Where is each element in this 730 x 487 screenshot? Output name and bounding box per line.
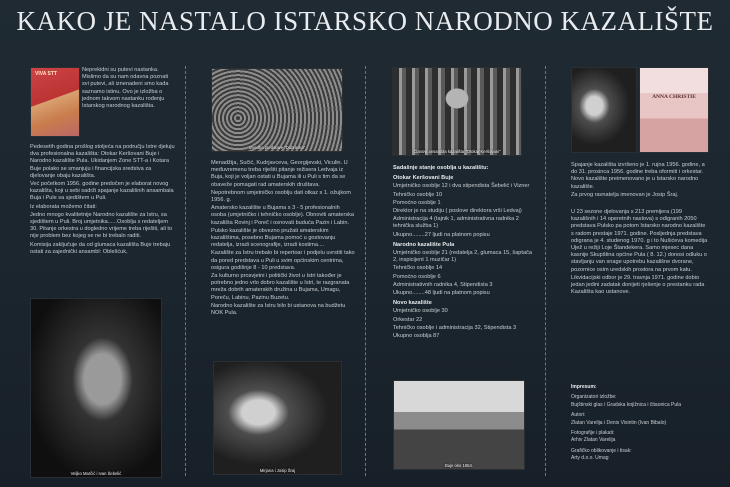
- buje-line: Ukupno........27 ljudi na platnom popisu: [393, 231, 490, 238]
- section-heading: Sadašnje stanje osoblja u kazalištu:: [393, 165, 489, 171]
- viva-stt-poster: [30, 67, 80, 137]
- col1-paragraph: Pedesetih godina prošlog stoljeća na području Istre djeluju dva profesionalna kazališta: Otokar Keršovani Buje i Narodno kazalište Pula. Ukidanjem Zone STT-a i Kotara Buje polako se smanjuju i financijska sredstva za djelovanje obaju kazališta.: [30, 144, 175, 179]
- panel-title: KAKO JE NASTALO ISTARSKO NARODNO KAZALIŠTE: [16, 6, 714, 36]
- photo-caption: Veljko Marčić i Ivan Šebelić: [70, 471, 122, 476]
- ensemble-photo: [392, 67, 522, 156]
- poster-label: VIVA STT: [35, 71, 57, 77]
- performance-photo: [211, 68, 343, 152]
- impressum-title: Impresum:: [571, 384, 597, 390]
- col4-paragraph: Za prvog ravnatelja imenovan je Josip Šraj.: [571, 191, 679, 198]
- impressum-label: Grafičko oblikovanje i tisak:: [571, 447, 632, 454]
- portrait-photo: [213, 361, 342, 475]
- column-divider: [365, 66, 366, 476]
- col1-intro: Neprekidni su putevi nastanka. Mislimo da su nam odavna poznati svi putevi, ali iznenadeni smo kada saznamo istinu. Ovo je izložba o jednom takvom nastanku rođenju Istarskog narodnog kazališta.: [82, 67, 169, 110]
- col2-paragraph: Kazalište za Istru trebalo bi repertoar i podjelu uvrstiti tako da pored predstava u Puli u svim općinskim centrima, osigura godišnje 8 - 10 predstava.: [211, 250, 355, 271]
- novo-line: Tehničko osoblje i administracija 32, Stipendista 3: [393, 324, 517, 331]
- buje-line: Tehničko osoblje 10: [393, 191, 443, 198]
- stage-photo: [30, 298, 162, 478]
- col2-paragraph: Menadžija, Sučić, Kudrjavceva, Georgijevski, Viculin. U međuvremenu treba riješiti pitanje režisera Ledvaja iz Buja, koji je voljan ostati u Bujama ili u Puli s tim da se obaveže pomagati rad amaterskih društava.: [211, 160, 348, 188]
- col2-paragraph: Narodno kazalište za Istru bilo bi ustanova na budžetu NOK Pula.: [211, 302, 346, 317]
- col2-paragraph: Nepotrebnom umjetničko osoblju dati otkaz s 1. ožujkom 1956. g.: [211, 189, 351, 204]
- col1-paragraph: Iz elaborata možemo čitati:: [30, 203, 97, 210]
- impressum-value: Arty d.o.o. Umag: [571, 455, 609, 462]
- col1-paragraph: Komisija zaključuje da od glumaca kazališta Buje trebaju ostati za zajednički ansambl: Oblešćuk,: [30, 241, 171, 255]
- actress-photo: [571, 67, 637, 153]
- novo-title: Novo kazalište: [393, 300, 432, 307]
- col2-paragraph: Za kulturno prosvjetni i politički život u Istri također je potrebno jedno vrlo dobro kazalište u Istri, te razgranata mreža dobrih amaterskih družina u Bujama, Umagu, Poreču, Labinu, Pazinu Buzetu.: [211, 273, 350, 301]
- col2-text: [211, 160, 355, 318]
- pula-line: Pomoćno osoblje 6: [393, 273, 441, 280]
- impressum-value: Bujštinski glas i Gradska knjižnica i čitaonica Pula: [571, 401, 682, 408]
- col4-paragraph: Likvidacijski odbor je 29. travnja 1971. godine dobio jedan jedini zadatak donijeti rješenje o prestanku rada Kazališta kao ustanove.: [571, 274, 705, 296]
- col1-text: [30, 144, 177, 257]
- impressum-label: Autori:: [571, 412, 586, 419]
- impressum-value: Arhiv Zlatan Varelija: [571, 437, 616, 444]
- novo-line: Ukupno osoblja 87: [393, 333, 440, 340]
- anna-christie-poster: [639, 67, 709, 153]
- photo-caption: Mirjana i Josip Šraj: [259, 468, 296, 473]
- impressum-value: Zlatan Varelija i Denis Visintin (Ivan Bibalo): [571, 419, 667, 426]
- impressum-label: Organizatori izložbe:: [571, 394, 617, 401]
- column-divider: [185, 66, 186, 476]
- impressum-label: Fotografije i plakati:: [571, 430, 615, 437]
- buje-line: Pomoćno osoblje 1: [393, 199, 441, 206]
- novo-line: Orkestar 22: [393, 316, 423, 323]
- poster-title: ANNA CHRISTIE: [652, 94, 696, 100]
- col2-paragraph: Amatersko kazalište u Bujama s 3 - 5 profesionalnih osoba (umjetničko i tehničko osoblje). Obnoviti amaterska kazališta Rovinj i Poreč i osnovati buduća Pazin i Labin.: [211, 205, 355, 226]
- buje-line: Direktor je na studiju ( poslove direktora vrši Ledvaj): [393, 208, 522, 215]
- buje-line: Umjetničko osoblje 12 i dva stipendista Šebelić i Vizner: [393, 183, 530, 190]
- col4-paragraph: U 23 sezone djelovanja s 213 premijera (199 kazališnih i 14 operetnih naslova) s odigranih 2050 predstava Pulsko pa potom Istarsko narodno kazalište s radom prestaje 1971. godine. Posljednja predstava odigrana je 4. studenog 1970. g i to Nušićeva komedija Ujež u režiji Loje Štandekera. Samo mjesec dana kasnije Skupština općine Pula ( 8. 12.) donosi odluku o stavljanju van snage upotrebu kazališne dvorane, pozornice osim uredskih prostora na prvom katu.: [571, 209, 708, 273]
- impressum: [571, 381, 708, 463]
- pula-line: Tehničko osoblje 14: [393, 265, 443, 272]
- pula-line: Administrativnih radnika 4, Stipendista 3: [393, 281, 493, 288]
- col4-text: [571, 162, 708, 297]
- pula-title: Narodno kazalište Pula: [393, 241, 455, 248]
- photo-caption: Buje oko 1954.: [445, 463, 473, 468]
- photo-caption: Izvedba predstave "Dubravka": [248, 145, 306, 150]
- col4-paragraph: Spajanje kazališta izvršeno je 1. rujna 1956. godine, a do 31. prosinca 1956. godine treba oformiti i orkestar. Novo kazalište preimenovano je u Istarsko narodno kazalište.: [571, 162, 705, 190]
- buje-title: Otokar Keršovani Buje: [393, 175, 454, 182]
- buje-line: Administracija 4 (tajnik 1, administrativna radnika 2 tehnička služba 1): [393, 216, 519, 230]
- col2-paragraph: Pulsko kazalište je obvezno pružati amaterskim kazalištima, posebno Bujama pomoć u gostovanju redatelja, izradi scenografije, izradi kostima....: [211, 227, 336, 249]
- town-photo: [393, 380, 525, 470]
- col1-paragraph: Jedno mnogo kvalitetnije Narodno kazalište za Istru, sa sjedištem u Puli. Broj umjetnika......Osoblja s redateljem 30. Pitanje orkestra u dogledno vrijeme treba riješiti, ali to nije problem bez kojeg se ne bi trebalo raditi.: [30, 211, 173, 240]
- pula-line: Ukupno........48 ljudi na platnom popisu: [393, 290, 490, 297]
- col1-paragraph: Već početkom 1956. godine predočen je elaborat novog kazališta, koji u sebi sadrži spajanje kazališnih ansambala Buja i Pule sa sjedištem u Puli.: [30, 181, 174, 202]
- novo-line: Umjetničko osoblje 30: [393, 308, 448, 315]
- column-divider: [545, 66, 546, 476]
- photo-caption: Članovi ansambla kazališta "Otokar Keršovani": [413, 149, 501, 154]
- col3-text: [393, 162, 535, 341]
- pula-line: Umjetničko osoblje 21 (redatelja 2, glumaca 15, šaptača 2, inspicijent 1 muzičar 1): [393, 250, 532, 264]
